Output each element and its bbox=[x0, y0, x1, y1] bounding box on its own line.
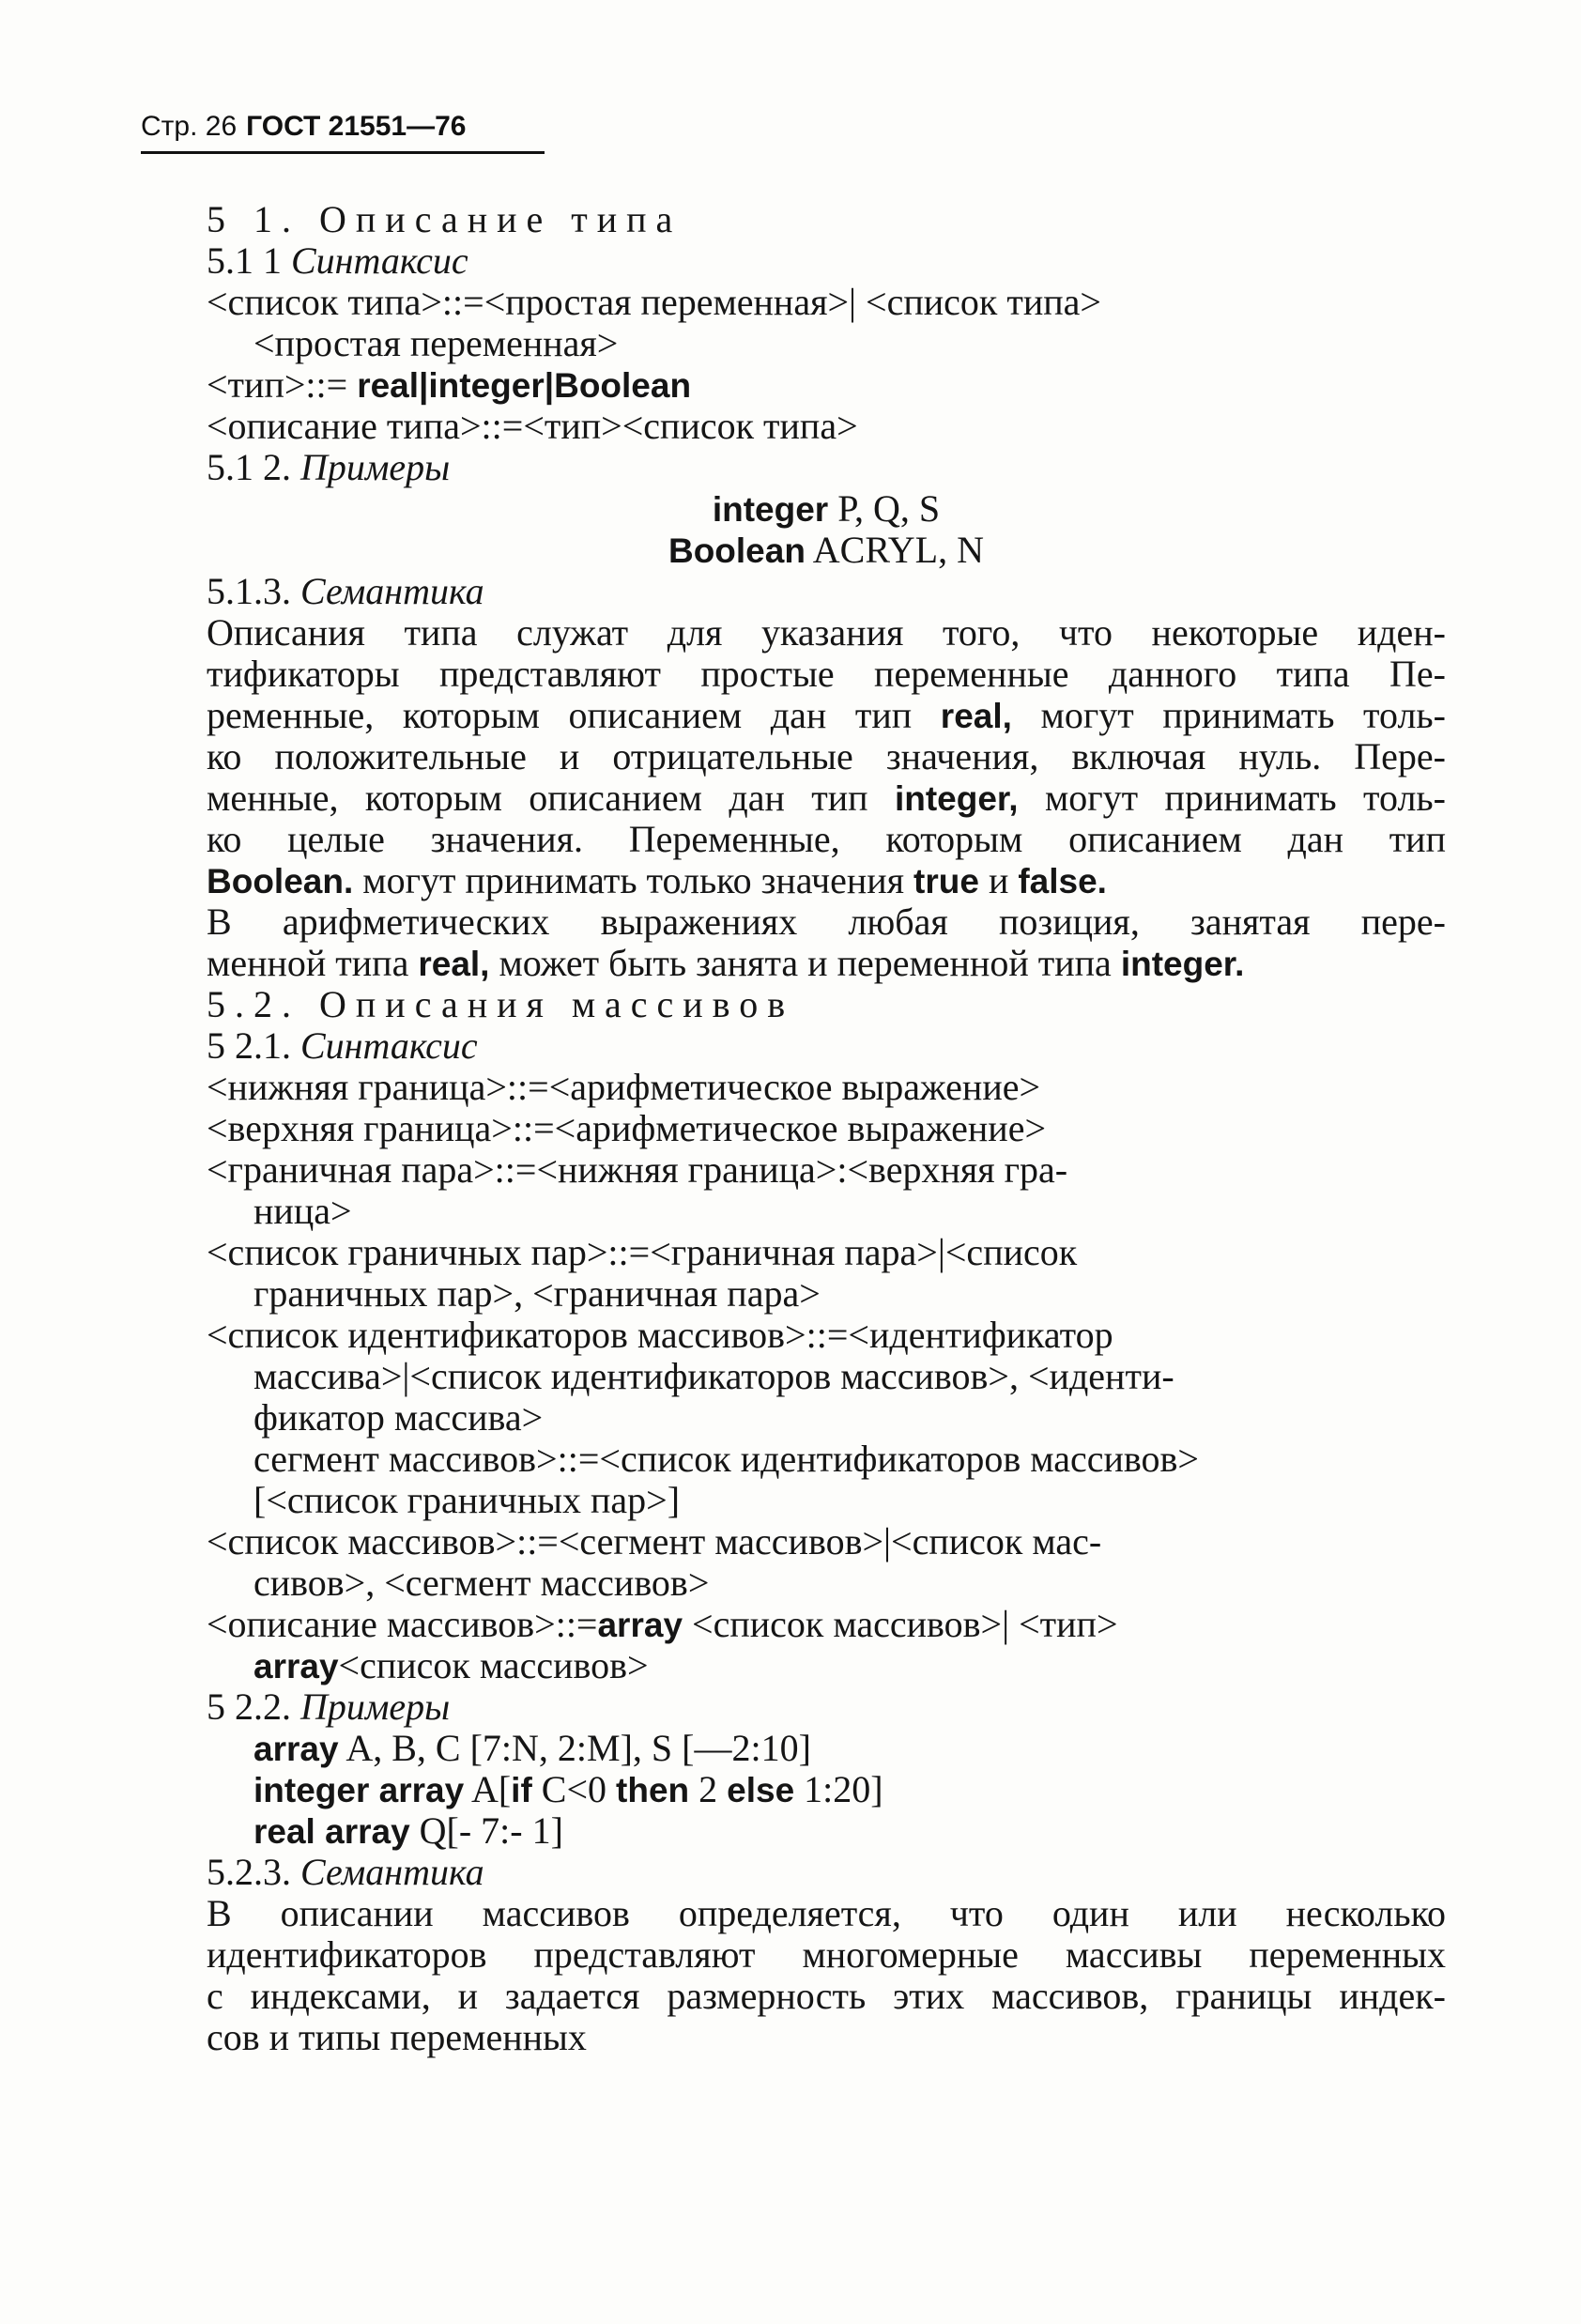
syntax-line: сегмент массивов>::=<список идентификаторов массивов> bbox=[253, 1438, 1199, 1480]
paragraph-line: В описании массивов определяется, что один или несколько bbox=[207, 1892, 1446, 1934]
heading-label: Синтаксис bbox=[291, 239, 468, 282]
paragraph-line: ко положительные и отрицательные значения, включая нуль. Пере- bbox=[207, 735, 1446, 777]
keyword: real, bbox=[940, 697, 1012, 735]
paragraph-line: идентификаторов представляют многомерные массивы переменных bbox=[207, 1933, 1446, 1976]
paragraph-text: могут принимать только значения bbox=[353, 859, 914, 901]
subsection-heading bbox=[207, 447, 1446, 488]
paragraph-line: сов и типы переменных bbox=[207, 2016, 587, 2058]
syntax-line bbox=[207, 1645, 1446, 1686]
keyword: integer, bbox=[894, 779, 1019, 818]
paragraph-line bbox=[207, 695, 1446, 736]
keyword: real array bbox=[253, 1812, 410, 1851]
paragraph-text: могут принимать толь- bbox=[1011, 694, 1446, 736]
subsection-heading bbox=[207, 240, 1446, 282]
syntax-text: <описание массивов>::= bbox=[207, 1603, 598, 1645]
example-text: A[ bbox=[464, 1768, 512, 1810]
syntax-text: <тип>::= bbox=[207, 363, 358, 406]
paragraph-line: В арифметических выражениях любая позиция, занятая пере- bbox=[207, 900, 1446, 943]
paragraph-text: менные, которым описанием дан тип bbox=[207, 777, 895, 819]
heading-number: 5.1 2. bbox=[207, 446, 291, 488]
keyword: real, bbox=[418, 945, 490, 983]
standard-designation: ГОСТ 21551—76 bbox=[246, 111, 467, 142]
heading-number: 5 2.2. bbox=[207, 1685, 291, 1728]
syntax-text: <список массивов> bbox=[338, 1644, 649, 1686]
syntax-line: сивов>, <сегмент массивов> bbox=[253, 1562, 710, 1604]
keyword: then bbox=[616, 1771, 690, 1809]
paragraph-text: ременные, которым описанием дан тип bbox=[207, 694, 941, 736]
syntax-line: [<список граничных пар>] bbox=[253, 1479, 681, 1521]
heading-label: Синтаксис bbox=[300, 1024, 478, 1067]
subsection-heading bbox=[207, 571, 1446, 612]
syntax-line: <верхняя граница>::=<арифметическое выражение> bbox=[207, 1107, 1047, 1149]
keyword: Boolean bbox=[668, 531, 806, 570]
paragraph-text: менной типа bbox=[207, 942, 419, 984]
paragraph-text: и bbox=[978, 859, 1019, 901]
keyword: array bbox=[253, 1730, 339, 1768]
keyword: true bbox=[913, 862, 979, 900]
example-text: ACRYL, N bbox=[805, 529, 984, 571]
page-header bbox=[141, 111, 466, 143]
example-line bbox=[207, 1728, 1446, 1769]
example-text: A, B, C [7:N, 2:M], S [—2:10] bbox=[338, 1727, 811, 1769]
paragraph-text: может быть занята и переменной типа bbox=[489, 942, 1121, 984]
keyword: if bbox=[511, 1771, 532, 1809]
heading-number: 5 2.1. bbox=[207, 1024, 291, 1067]
example-line bbox=[207, 1769, 1446, 1810]
paragraph-line: Описания типа служат для указания того, что некоторые иден- bbox=[207, 611, 1446, 654]
syntax-line: <описание типа>::=<тип><список типа> bbox=[207, 405, 858, 447]
example-text: Q[- 7:- 1] bbox=[409, 1809, 563, 1852]
syntax-line: <простая переменная> bbox=[253, 322, 619, 364]
keyword: integer bbox=[712, 490, 829, 529]
paragraph-line: ко целые значения. Переменные, которым описанием дан тип bbox=[207, 818, 1446, 860]
keyword: integer array bbox=[253, 1771, 465, 1809]
syntax-line: <список типа>::=<простая переменная>| <список типа> bbox=[207, 281, 1101, 323]
keyword: else bbox=[727, 1771, 795, 1809]
heading-number: 5.1.3. bbox=[207, 570, 291, 612]
subsection-heading bbox=[207, 1686, 1446, 1728]
example-text: 1:20] bbox=[794, 1768, 883, 1810]
example-text: P, Q, S bbox=[828, 487, 941, 530]
header-rule bbox=[141, 151, 545, 154]
heading-label: Семантика bbox=[300, 570, 484, 612]
paragraph-text: могут принимать толь- bbox=[1018, 777, 1446, 819]
syntax-line: <нижняя граница>::=<арифметическое выражение> bbox=[207, 1066, 1041, 1108]
section-title: 5 1. Описание типа bbox=[207, 198, 683, 240]
syntax-line: фикатор массива> bbox=[253, 1396, 544, 1439]
heading-label: Примеры bbox=[300, 446, 451, 488]
keyword: Boolean. bbox=[207, 862, 354, 900]
syntax-line: ница> bbox=[253, 1190, 352, 1232]
heading-number: 5.1 1 bbox=[207, 239, 282, 282]
heading-number: 5.2.3. bbox=[207, 1851, 291, 1893]
syntax-line: <список идентификаторов массивов>::=<идентификатор bbox=[207, 1314, 1113, 1356]
example-text: 2 bbox=[689, 1768, 728, 1810]
document-body bbox=[207, 199, 1446, 2058]
example-line bbox=[207, 1810, 1446, 1852]
syntax-line: <список массивов>::=<сегмент массивов>|<список мас- bbox=[207, 1520, 1102, 1562]
syntax-line: массива>|<список идентификаторов массивов>, <иденти- bbox=[253, 1355, 1174, 1397]
syntax-line bbox=[207, 364, 1446, 406]
page-number: Стр. 26 bbox=[141, 111, 238, 142]
syntax-line: граничных пар>, <граничная пара> bbox=[253, 1272, 821, 1315]
keyword: array bbox=[597, 1606, 683, 1644]
syntax-line bbox=[207, 1604, 1446, 1645]
subsection-heading bbox=[207, 1852, 1446, 1893]
syntax-line: <граничная пара>::=<нижняя граница>:<верхняя гра- bbox=[207, 1148, 1068, 1191]
keyword: integer. bbox=[1120, 945, 1245, 983]
syntax-text: <список массивов>| <тип> bbox=[683, 1603, 1118, 1645]
subsection-heading bbox=[207, 1025, 1446, 1067]
paragraph-line bbox=[207, 777, 1446, 819]
keyword: array bbox=[253, 1647, 339, 1685]
example-line bbox=[207, 488, 1446, 530]
section-title: 5.2. Описания массивов bbox=[207, 983, 795, 1025]
paragraph-line bbox=[207, 943, 1446, 984]
paragraph-line bbox=[207, 860, 1446, 901]
heading-label: Примеры bbox=[300, 1685, 451, 1728]
heading-label: Семантика bbox=[300, 1851, 484, 1893]
example-line bbox=[207, 530, 1446, 571]
paragraph-line: с индексами, и задается размерность этих массивов, границы индек- bbox=[207, 1975, 1446, 2017]
example-text: C<0 bbox=[531, 1768, 617, 1810]
syntax-line: <список граничных пар>::=<граничная пара>|<список bbox=[207, 1231, 1078, 1273]
keyword: real|integer|Boolean bbox=[357, 366, 692, 405]
keyword: false. bbox=[1018, 862, 1107, 900]
paragraph-line: тификаторы представляют простые переменные данного типа Пе- bbox=[207, 653, 1446, 695]
